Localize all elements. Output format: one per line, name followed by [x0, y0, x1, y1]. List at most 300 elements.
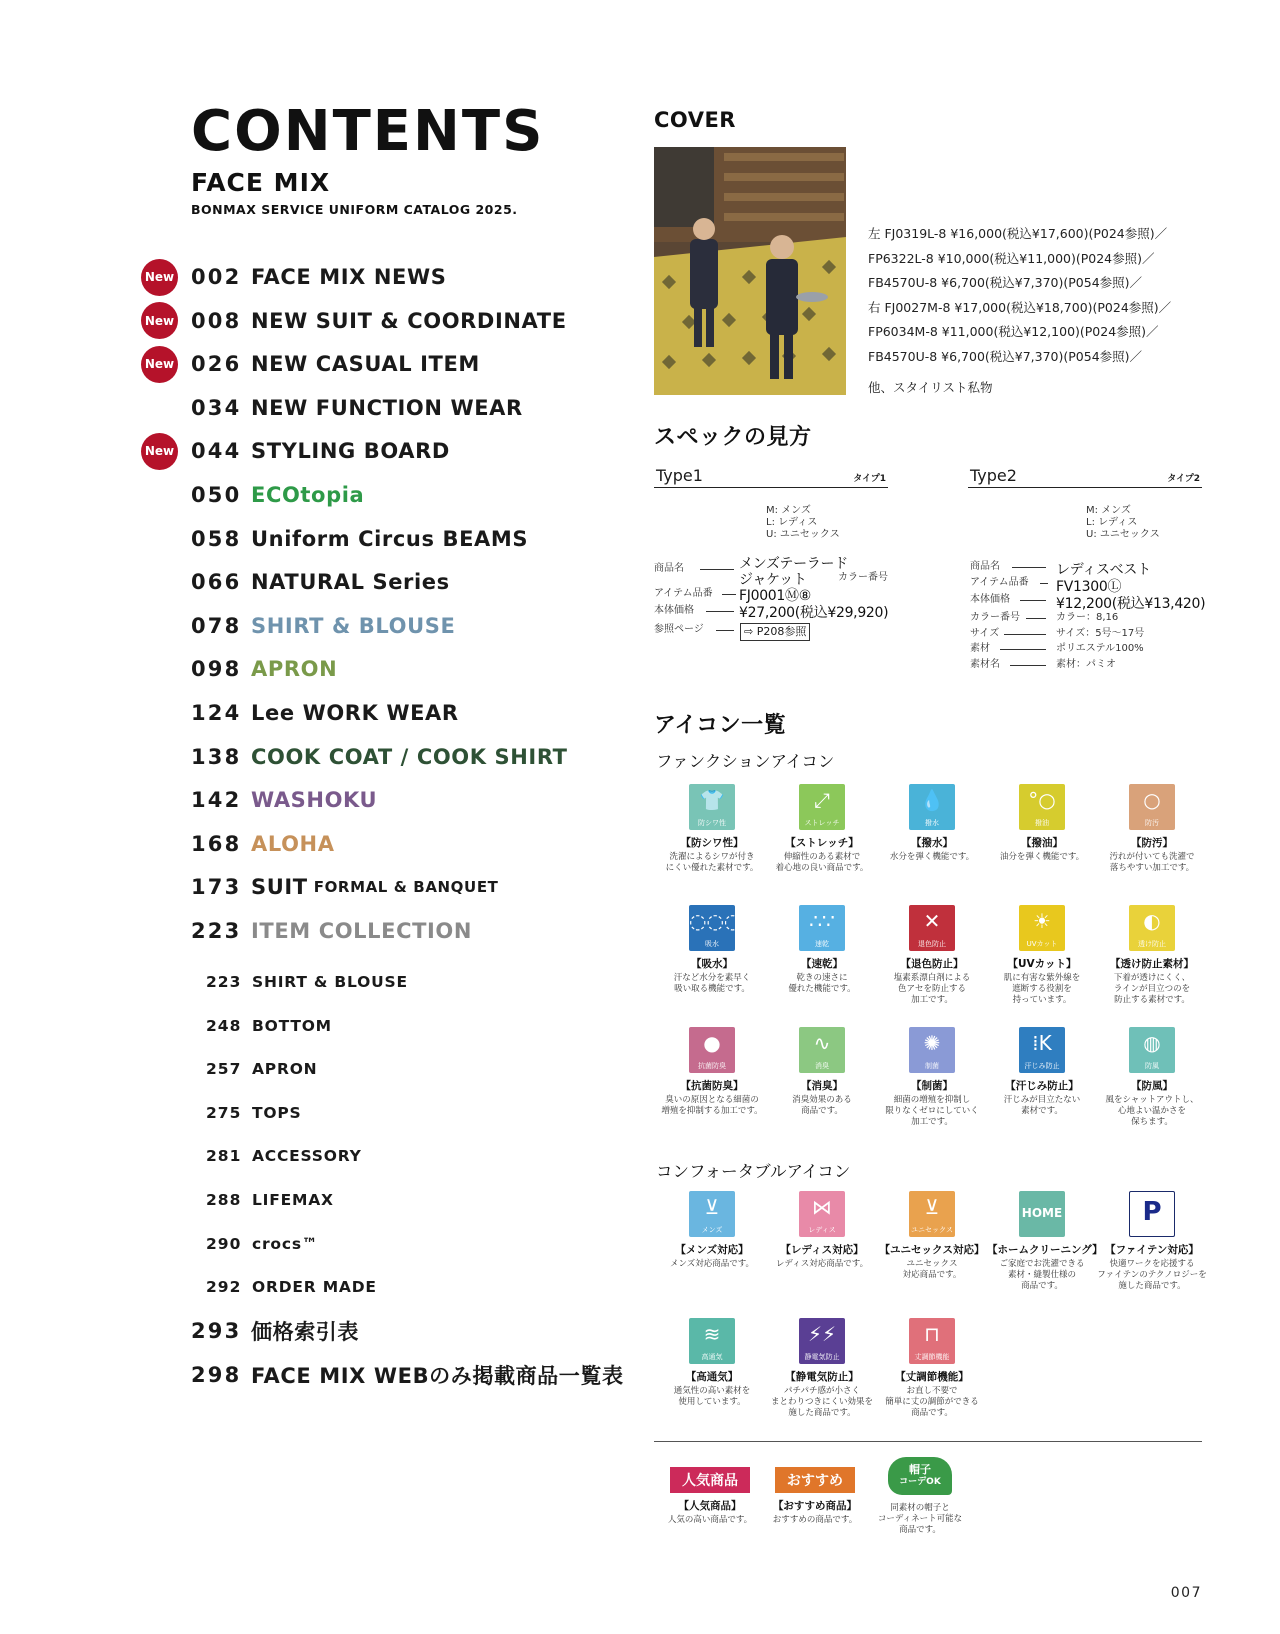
icon-badge-label: 静電気防止	[804, 1353, 840, 1361]
toc-page-number: 066	[191, 570, 242, 595]
toc-item[interactable]	[191, 262, 446, 292]
toc-label: NEW FUNCTION WEAR	[251, 395, 523, 420]
icon-description	[987, 1259, 1097, 1292]
spec-type2-material-name: 素材：パミオ	[1056, 659, 1116, 670]
tag-text: 人気商品	[682, 1473, 738, 1489]
icon-description	[987, 1095, 1097, 1117]
toc-label: SUIT	[251, 875, 308, 900]
spec-heading: スペックの見方	[654, 425, 812, 450]
toc-page-number: 138	[191, 744, 242, 769]
icon-description	[657, 1095, 767, 1117]
icons-heading: アイコン一覧	[654, 713, 787, 738]
icon-glyph: 💧	[919, 788, 945, 812]
icon-entry	[657, 1027, 767, 1117]
tag-name: 【人気商品】	[678, 1500, 742, 1512]
tag-description	[760, 1515, 870, 1526]
toc-label: SHIRT & BLOUSE	[252, 973, 408, 991]
toc-item[interactable]	[191, 393, 523, 423]
icon-badge-label: ストレッチ	[804, 819, 840, 827]
icon-badge-label: 抗菌防臭	[698, 1062, 726, 1070]
length-adjust-icon	[909, 1318, 955, 1364]
icon-description-line: にくい優れた素材です。	[665, 863, 759, 873]
icon-description-line: 優れた機能です。	[788, 984, 856, 994]
icon-entry	[767, 905, 877, 995]
icon-glyph: ∴∵	[809, 909, 835, 933]
toc-label: COOK COAT / COOK SHIRT	[251, 744, 568, 769]
icon-entry	[987, 1027, 1097, 1117]
toc-label-small: FORMAL & BANQUET	[313, 878, 499, 897]
spec-type1-item-no: FJ0001Ⓜ⑧	[739, 588, 811, 604]
ribbon-icon	[799, 1191, 845, 1237]
function-icons-heading: ファンクションアイコン	[656, 752, 835, 771]
icon-description	[767, 852, 877, 874]
icon-entry	[1097, 1191, 1207, 1292]
icon-description	[767, 1386, 877, 1419]
icon-description	[877, 973, 987, 1006]
antistatic-icon	[799, 1318, 845, 1364]
icon-description-line: 消臭効果のある	[792, 1095, 852, 1105]
toc-label: Uniform Circus BEAMS	[251, 526, 529, 551]
toc-page-number: 298	[191, 1362, 242, 1387]
new-badge: New	[141, 346, 178, 383]
toc-sub-item[interactable]	[206, 967, 408, 997]
toc-item[interactable]	[191, 306, 567, 336]
icon-description-line: ラインが目立つのを	[1113, 984, 1191, 994]
legend-line: L: レディス	[1086, 517, 1138, 528]
icon-glyph: ⁞K	[1032, 1031, 1052, 1055]
sweat-stain-icon	[1019, 1027, 1065, 1073]
tag-description-line: 同素材の帽子と	[890, 1503, 950, 1513]
icon-name: 【ファイテン対応】	[1105, 1244, 1199, 1256]
icon-description-line: メンズ対応商品です。	[669, 1259, 755, 1269]
icon-description	[767, 1095, 877, 1117]
catalog-name: BONMAX SERVICE UNIFORM CATALOG 2025.	[191, 202, 518, 217]
home-wash-icon	[1019, 1191, 1065, 1237]
toc-item[interactable]	[191, 654, 337, 684]
spec-type1-name-2: ジャケット	[739, 572, 807, 588]
icon-glyph: ≋	[703, 1322, 721, 1346]
icon-badge-label: 汗じみ防止	[1024, 1062, 1060, 1070]
toc-label: NEW CASUAL ITEM	[251, 352, 480, 377]
spec-label: アイテム品番	[970, 577, 1029, 588]
toc-page-number: 008	[191, 308, 242, 333]
cover-heading: COVER	[654, 108, 736, 132]
shirt-icon	[689, 784, 735, 830]
cover-item: FB4570U-8 ¥6,700(税込¥7,370)(P054参照)／	[868, 348, 1143, 364]
toc-sub-item[interactable]	[206, 1141, 362, 1171]
toc-label: BOTTOM	[252, 1016, 332, 1035]
toc-page-number: 173	[191, 875, 242, 900]
icon-name: 【抗菌防臭】	[680, 1080, 744, 1092]
icon-entry	[877, 1027, 987, 1128]
icon-glyph: ∿	[813, 1031, 831, 1055]
icon-glyph: ⊻	[924, 1195, 940, 1219]
icon-name: 【高通気】	[685, 1371, 739, 1383]
deodorant-icon	[799, 1027, 845, 1073]
icon-description-line: 乾きの速さに	[796, 973, 848, 983]
icon-badge-label: 防シワ性	[698, 819, 726, 827]
icon-entry	[767, 1318, 877, 1419]
icon-description-line: 施した商品です。	[788, 1408, 856, 1418]
icon-description	[1097, 1095, 1207, 1128]
icon-description-line: ご家庭でお洗濯できる	[999, 1259, 1085, 1269]
icon-description	[657, 973, 767, 995]
icon-glyph: ⚡⚡	[807, 1322, 837, 1346]
toc-item[interactable]	[191, 436, 450, 466]
cover-photo-illustration	[654, 147, 846, 395]
icon-description-line: 下着が透けにくく、	[1113, 973, 1191, 983]
icon-description-line: 油分を弾く機能です。	[999, 852, 1085, 862]
icon-badge-label: 高通気	[701, 1353, 723, 1361]
icon-glyph: ☀	[1033, 909, 1051, 933]
spec-type2-item-no: FV1300Ⓛ	[1056, 579, 1122, 595]
toc-page-number: 078	[191, 613, 242, 638]
toc-label: NEW SUIT & COORDINATE	[251, 308, 567, 333]
toc-item[interactable]	[191, 349, 480, 379]
cover-item: 右 FJ0027M-8 ¥17,000(税込¥18,700)(P024参照)／	[868, 299, 1172, 315]
icon-badge-label: 退色防止	[918, 940, 946, 948]
icon-name: 【速乾】	[801, 958, 843, 970]
icon-description-line: 着心地の良い商品です。	[775, 863, 869, 873]
icon-description-line: 素材です。	[1021, 1106, 1063, 1116]
tag-text-2: コーデOK	[899, 1477, 941, 1487]
icon-badge-label: メンズ	[701, 1226, 723, 1234]
icon-badge-label: 消臭	[815, 1062, 829, 1070]
icon-glyph: ⊓	[924, 1322, 940, 1346]
spec-type1-legend	[766, 505, 840, 541]
toc-label: SHIRT & BLOUSE	[251, 613, 456, 638]
toc-sub-item[interactable]	[206, 1272, 377, 1302]
icon-description-line: 防止する素材です。	[1114, 995, 1190, 1005]
icon-description-line: 汗じみが目立たない	[1003, 1095, 1081, 1105]
spec-type2-name: レディスベスト	[1056, 562, 1151, 578]
icon-glyph: ◌◌◌	[689, 909, 742, 933]
spec-type1-price: ¥27,200(税込¥29,920)	[739, 605, 889, 621]
comfort-icons-heading: コンフォータブルアイコン	[656, 1162, 851, 1181]
icon-description-line: 使用しています。	[678, 1397, 746, 1407]
toc-item[interactable]	[191, 1360, 624, 1390]
icon-description-line: パチパチ感が小さく	[784, 1386, 860, 1396]
unisex-icon	[909, 1191, 955, 1237]
icon-badge-label: 制菌	[925, 1062, 939, 1070]
icon-description-line: 商品です。	[801, 1106, 843, 1116]
icon-glyph: ✺	[923, 1031, 941, 1055]
water-drop-icon	[909, 784, 955, 830]
icon-name: 【防シワ性】	[680, 837, 744, 849]
icon-glyph: °○	[1028, 788, 1056, 812]
icon-name: 【汗じみ防止】	[1005, 1080, 1079, 1092]
spec-type1-header	[654, 468, 888, 488]
cover-item: 左 FJ0319L-8 ¥16,000(税込¥17,600)(P024参照)／	[868, 226, 1168, 241]
toc-label: WASHOKU	[251, 788, 378, 813]
toc-page-number: 098	[191, 657, 242, 682]
icon-description-line: 臭いの原因となる細菌の	[665, 1095, 759, 1105]
spec-label: アイテム品番	[654, 588, 713, 599]
icon-entry	[767, 1027, 877, 1117]
icon-entry	[987, 784, 1097, 863]
toc-item[interactable]	[191, 742, 568, 772]
icon-badge-label: 撥水	[925, 819, 939, 827]
icon-description	[877, 1386, 987, 1419]
icon-name: 【ユニセックス対応】	[879, 1244, 985, 1256]
toc-label: ITEM COLLECTION	[251, 919, 473, 943]
toc-label: APRON	[252, 1060, 318, 1079]
new-badge: New	[141, 433, 178, 470]
toc-item[interactable]	[191, 611, 455, 641]
icon-description-line: 落ちやすい加工です。	[1109, 863, 1195, 873]
icon-description-line: 肌に有害な紫外線を	[1003, 973, 1081, 983]
icon-description-line: お直し不要で	[906, 1386, 958, 1396]
tag-entry	[760, 1467, 870, 1526]
icon-description	[767, 973, 877, 995]
icon-glyph: ◍	[1143, 1031, 1161, 1055]
toc-item[interactable]	[191, 916, 472, 946]
icon-glyph: ⋈	[812, 1195, 832, 1219]
legend-line: M: メンズ	[766, 505, 811, 516]
icon-name: 【制菌】	[911, 1080, 953, 1092]
spec-type2-size: サイズ：5号〜17号	[1056, 628, 1145, 639]
spec-label: 参照ページ	[654, 624, 704, 635]
tag-entry	[655, 1467, 765, 1526]
icon-description-line: 水分を弾く機能です。	[889, 852, 975, 862]
toc-item[interactable]	[191, 524, 528, 554]
toc-page-number: 124	[191, 701, 242, 725]
icon-glyph: ✕	[923, 909, 941, 933]
toc-page-number: 275	[206, 1103, 242, 1122]
icon-description	[657, 1259, 767, 1270]
icon-description	[987, 852, 1097, 863]
germ-control-icon	[909, 1027, 955, 1073]
icon-entry	[877, 1191, 987, 1281]
spec-type1-tag: タイプ1	[853, 474, 886, 484]
toc-page-number: 248	[206, 1016, 242, 1035]
phiten-logo-icon	[1129, 1191, 1175, 1237]
icon-entry	[1097, 1027, 1207, 1128]
icon-glyph: HOME	[1021, 1206, 1063, 1220]
cover-item: FP6322L-8 ¥10,000(税込¥11,000)(P024参照)／	[868, 250, 1155, 266]
icon-description-line: 増殖を抑制する加工です。	[661, 1106, 763, 1116]
toc-item[interactable]	[191, 1316, 359, 1346]
toc-page-number: 223	[191, 919, 242, 943]
tag-entry	[865, 1463, 975, 1536]
toc-page-number: 002	[191, 265, 242, 289]
spec-type2-material: ポリエステル100%	[1056, 643, 1144, 654]
icon-name: 【消臭】	[801, 1080, 843, 1092]
spec-label: 本体価格	[970, 594, 1010, 605]
toc-label: ECOtopia	[251, 483, 365, 507]
icon-description	[1097, 852, 1207, 874]
icon-glyph: ⤢	[814, 788, 830, 812]
spec-type2-title: Type2	[970, 466, 1017, 485]
toc-sub-item[interactable]	[206, 1054, 317, 1084]
icon-badge-label: 防風	[1145, 1062, 1159, 1070]
toc-item[interactable]	[191, 567, 450, 597]
toc-page-number: 292	[206, 1278, 242, 1297]
icon-badge-label: 撥油	[1035, 819, 1049, 827]
toc-label: crocs™	[252, 1234, 319, 1253]
spec-label: カラー番号	[970, 612, 1020, 623]
icon-description	[877, 852, 987, 863]
breathable-icon	[689, 1318, 735, 1364]
icon-description	[877, 1259, 987, 1281]
spec-label: 素材名	[970, 659, 1000, 670]
icon-badge-label: 透け防止	[1138, 940, 1166, 948]
toc-sub-item[interactable]	[206, 1229, 318, 1259]
toc-page-number: 142	[191, 788, 242, 813]
icon-badge-label: 丈調節機能	[914, 1353, 950, 1361]
icon-name: 【透け防止素材】	[1110, 958, 1194, 970]
icon-entry	[767, 1191, 877, 1270]
icon-entry	[877, 905, 987, 1006]
antibacterial-icon	[689, 1027, 735, 1073]
icon-description-line: 塩素系漂白剤による	[893, 973, 971, 983]
icon-description-line: 加工です。	[911, 995, 953, 1005]
icon-name: 【退色防止】	[900, 958, 964, 970]
stain-guard-icon	[1129, 784, 1175, 830]
icon-description-line: 遮断する役割を	[1012, 984, 1072, 994]
icon-name: 【静電気防止】	[785, 1371, 859, 1383]
icon-glyph: ⊻	[704, 1195, 720, 1219]
icon-badge-label: 速乾	[815, 940, 829, 948]
tag-text: 帽子	[909, 1463, 931, 1476]
tag-description-line: コーディネート可能な	[877, 1514, 963, 1524]
cover-photo	[654, 147, 846, 395]
spec-type2-legend	[1086, 505, 1160, 541]
toc-page-number: 026	[191, 352, 242, 377]
spec-type1-ref: ⇨ P208参照	[740, 623, 810, 641]
tag-description-line: 商品です。	[899, 1525, 941, 1535]
icon-glyph: P	[1142, 1197, 1162, 1227]
icon-description-line: 汚れが付いても洗濯で	[1109, 852, 1195, 862]
icon-name: 【吸水】	[691, 958, 733, 970]
spec-label: 商品名	[970, 561, 1000, 572]
toc-page-number: 050	[191, 483, 242, 507]
icon-description-line: 簡単に丈の調節ができる	[885, 1397, 979, 1407]
icon-entry	[877, 784, 987, 863]
spec-type2-tag: タイプ2	[1167, 474, 1200, 484]
icon-badge-label: UVカット	[1026, 940, 1058, 948]
icon-description	[1097, 1259, 1207, 1292]
windproof-icon	[1129, 1027, 1175, 1073]
legend-line: M: メンズ	[1086, 505, 1131, 516]
icon-description	[987, 973, 1097, 1006]
icon-entry	[1097, 784, 1207, 874]
toc-page-number: 058	[191, 526, 242, 551]
icon-description	[657, 852, 767, 874]
icon-name: 【撥水】	[911, 837, 953, 849]
icon-entry	[657, 784, 767, 874]
tag-badge	[775, 1467, 855, 1493]
icon-badge-label: 吸水	[705, 940, 719, 948]
page-number: 007	[1170, 1585, 1202, 1601]
icon-glyph: ●	[703, 1031, 721, 1055]
legend-line: U: ユニセックス	[766, 529, 840, 540]
icon-description-line: 心地よい温かさを	[1117, 1106, 1186, 1116]
icon-badge-label: 防汚	[1145, 819, 1159, 827]
toc-page-number: 034	[191, 395, 242, 420]
toc-label: APRON	[251, 657, 338, 682]
cover-item: FB4570U-8 ¥6,700(税込¥7,370)(P054参照)／	[868, 275, 1143, 290]
toc-label: FACE MIX NEWS	[251, 265, 447, 289]
uv-cut-icon	[1019, 905, 1065, 951]
icon-description-line: 通気性の高い素材を	[673, 1386, 751, 1396]
contents-title: CONTENTS	[191, 99, 545, 164]
spec-type1-title: Type1	[656, 466, 703, 485]
toc-label: ORDER MADE	[252, 1278, 377, 1297]
icon-name: 【メンズ対応】	[675, 1244, 749, 1256]
icon-glyph: ◐	[1143, 909, 1161, 933]
toc-item[interactable]	[191, 872, 499, 902]
icon-description-line: 限りなくゼロにしていく	[885, 1106, 979, 1116]
toc-item[interactable]	[191, 698, 459, 728]
icon-description	[767, 1259, 877, 1270]
toc-label: FACE MIX WEBのみ掲載商品一覧表	[251, 1363, 624, 1388]
tag-description-line: 人気の高い商品です。	[667, 1515, 753, 1525]
icon-name: 【丈調節機能】	[895, 1371, 969, 1383]
toc-label: NATURAL Series	[251, 570, 450, 595]
icon-entry	[877, 1318, 987, 1419]
toc-item[interactable]	[191, 785, 377, 815]
icon-description-line: 施した商品です。	[1118, 1281, 1186, 1291]
toc-sub-item[interactable]	[206, 1098, 301, 1128]
absorb-icon	[689, 905, 742, 951]
divider	[654, 1441, 1202, 1442]
icon-description-line: 持っています。	[1012, 995, 1072, 1005]
spec-type2-color: カラー：8,16	[1056, 612, 1119, 623]
toc-page-number: 257	[206, 1060, 242, 1079]
toc-label: 価格索引表	[251, 1320, 359, 1344]
icon-description-line: ファイテンのテクノロジーを	[1097, 1270, 1207, 1280]
toc-sub-item[interactable]	[206, 1011, 332, 1041]
icon-entry	[767, 784, 877, 874]
quick-dry-icon	[799, 905, 845, 951]
toc-item[interactable]	[191, 829, 335, 859]
icon-description-line: 伸縮性のある素材で	[783, 852, 861, 862]
icon-name: 【ホームクリーニング】	[987, 1244, 1103, 1256]
spec-label: 商品名	[654, 563, 684, 574]
icon-entry	[987, 1191, 1103, 1292]
spec-type2-price: ¥12,200(税込¥13,420)	[1056, 596, 1206, 612]
icon-name: 【UVカット】	[1007, 958, 1077, 970]
toc-page-number: 223	[206, 973, 242, 991]
spec-type2-header	[968, 468, 1202, 488]
toc-page-number: 290	[206, 1234, 242, 1253]
anti-see-through-icon	[1129, 905, 1175, 951]
icon-description-line: レディス対応商品です。	[775, 1259, 869, 1269]
toc-sub-item[interactable]	[206, 1185, 334, 1215]
toc-item[interactable]	[191, 480, 364, 510]
icon-description-line: 対応商品です。	[902, 1270, 962, 1280]
icon-name: 【撥油】	[1021, 837, 1063, 849]
stretch-icon	[799, 784, 845, 830]
oil-drop-icon	[1019, 784, 1065, 830]
icon-name: 【レディス対応】	[780, 1244, 864, 1256]
icon-description-line: 商品です。	[911, 1408, 953, 1418]
icon-description-line: ユニセックス	[906, 1259, 958, 1269]
necktie-icon	[689, 1191, 735, 1237]
spec-type1-name-1: メンズテーラード	[739, 556, 848, 572]
fade-guard-icon	[909, 905, 955, 951]
icon-description-line: 細菌の増殖を抑制し	[893, 1095, 971, 1105]
spec-label: サイズ	[970, 628, 1000, 639]
toc-page-number: 168	[191, 831, 242, 856]
legend-line: U: ユニセックス	[1086, 529, 1160, 540]
icon-entry	[987, 905, 1097, 1006]
new-badge: New	[141, 259, 178, 296]
tag-badge	[670, 1467, 750, 1493]
toc-label: LIFEMAX	[252, 1191, 334, 1209]
toc-label: Lee WORK WEAR	[251, 701, 459, 725]
